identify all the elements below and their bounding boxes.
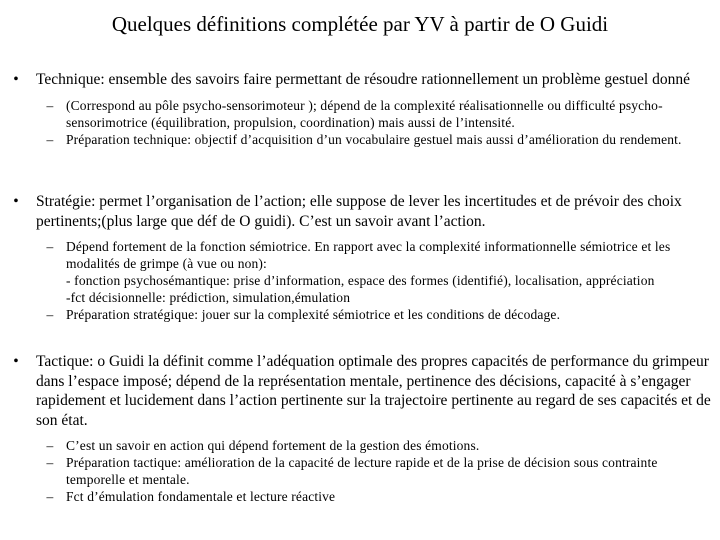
bullet-main-text <box>6 352 714 430</box>
sub-item-text: -fct décisionnelle: prédiction, simulation,émulation <box>66 290 351 305</box>
bullet-dot-icon: • <box>13 193 19 210</box>
sub-item-text: Préparation stratégique: jouer sur la complexité sémiotrice et les conditions de décodage. <box>66 307 561 322</box>
sub-item-continuation <box>42 289 714 306</box>
sub-item <box>42 488 714 505</box>
sub-item <box>42 454 714 488</box>
bullet-strategie <box>6 192 714 323</box>
bullet-main-text <box>6 192 714 231</box>
sub-item <box>42 97 714 131</box>
dash-icon: – <box>46 239 54 254</box>
bullet-main-text <box>6 70 714 90</box>
dash-icon: – <box>46 438 54 453</box>
bullet-technique <box>6 70 714 148</box>
slide-title: Quelques définitions complétée par YV à partir de O Guidi <box>111 12 609 36</box>
sub-item-text: Préparation technique: objectif d’acquisition d’un vocabulaire gestuel mais aussi d’amélioration du rendement. <box>66 131 682 147</box>
sub-item-text: (Correspond au pôle psycho-sensorimoteur ); dépend de la complexité réalisationnelle ou difficulté psycho-sensorimotrice (équilibration, propulsion, coordination) mais aussi de l’intensité. <box>66 97 663 130</box>
bullet-text: Technique: ensemble des savoirs faire permettant de résoudre rationnellement un problème gestuel donné <box>36 71 690 88</box>
sub-item <box>42 437 714 454</box>
bullet-tactique <box>6 352 714 505</box>
sub-list <box>6 437 714 505</box>
bullet-text: Tactique: o Guidi la définit comme l’adéquation optimale des propres capacités de performance du grimpeur dans l’espace imposé; dépend de la représentation mentale, pertinence des décisions, capacité à s’engager rapidement et lucidement dans l’action pertinente sur la trajectoire pertinente au regard de ses capacités et de son état. <box>36 353 711 429</box>
dash-icon: – <box>46 97 54 113</box>
sub-item-text: - fonction psychosémantique: prise d’information, espace des formes (identifié), localisation, appréciation <box>66 273 655 288</box>
bullet-dot-icon: • <box>13 71 19 88</box>
dash-icon: – <box>46 455 54 470</box>
sub-item <box>42 131 714 148</box>
dash-icon: – <box>46 131 54 147</box>
sub-item-text: Dépend fortement de la fonction sémiotrice. En rapport avec la complexité informationnelle sémiotrice et les modalités de grimpe (à vue ou non): <box>66 239 671 271</box>
dash-icon: – <box>46 489 54 504</box>
sub-item-text: Préparation tactique: amélioration de la capacité de lecture rapide et de la prise de décision sous contrainte temporelle et mentale. <box>66 455 658 487</box>
dash-icon: – <box>46 307 54 322</box>
bullet-dot-icon: • <box>13 353 19 370</box>
bullet-text: Stratégie: permet l’organisation de l’action; elle suppose de lever les incertitudes et de prévoir des choix pertinents;(plus large que déf de O guidi). C’est un savoir avant l’action. <box>36 193 682 230</box>
sub-list <box>6 238 714 323</box>
sub-item <box>42 306 714 323</box>
sub-item-text: Fct d’émulation fondamentale et lecture réactive <box>66 489 336 504</box>
sub-list <box>6 97 714 148</box>
sub-item-text: C’est un savoir en action qui dépend fortement de la gestion des émotions. <box>66 438 480 453</box>
sub-item <box>42 238 714 272</box>
sub-item-continuation <box>42 272 714 289</box>
